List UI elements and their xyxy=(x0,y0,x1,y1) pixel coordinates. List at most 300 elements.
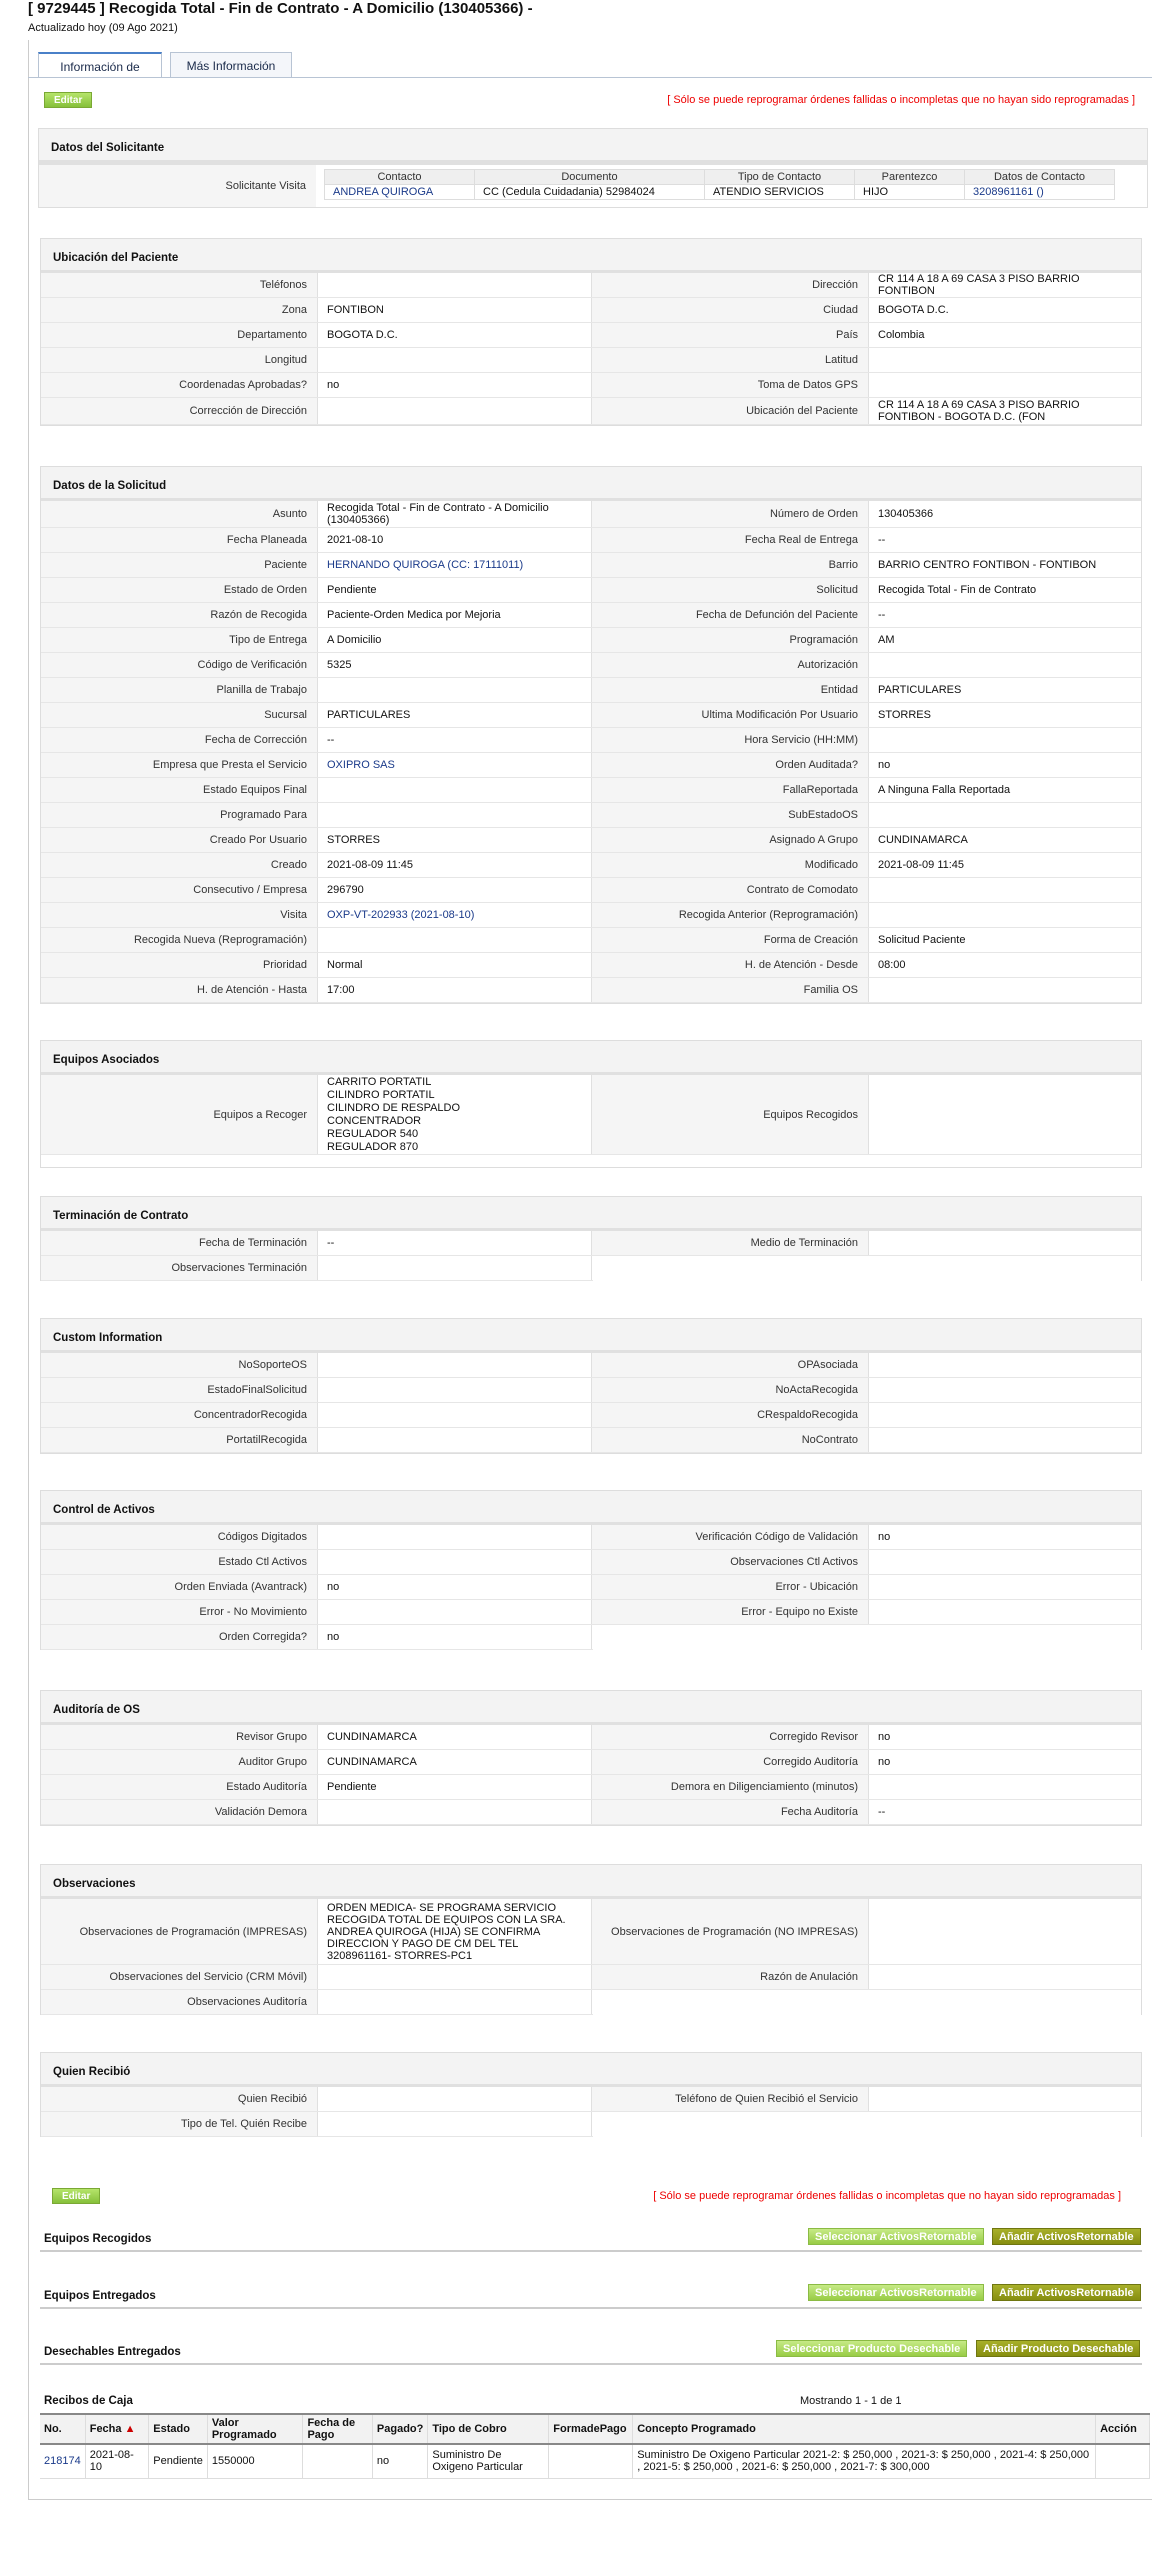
field-row xyxy=(41,348,1141,373)
cell-concepto-programado: Suministro De Oxigeno Particular 2021-2: $ 250,000 , 2021-3: $ 250,000 , 2021-4: $ 250,000 , 2021-5: $ 250,000 , 2021-6: $ 250,000 , 2021-7: $ 300,000 xyxy=(633,2444,1096,2478)
page-title: [ 9729445 ] Recogida Total - Fin de Contrato - A Domicilio (130405366) - xyxy=(28,0,533,17)
field-row xyxy=(41,1378,1141,1403)
label-fallareportada: FallaReportada xyxy=(592,778,869,802)
cell-tipo-de-cobro: Suministro De Oxigeno Particular xyxy=(428,2444,549,2478)
col-label: Fecha de Pago xyxy=(307,2417,356,2441)
label-h-de-atencion-hasta: H. de Atención - Hasta xyxy=(41,978,318,1002)
label-revisor-grupo: Revisor Grupo xyxy=(41,1725,318,1749)
equipos-entregados-heading: Equipos Entregados xyxy=(44,2290,156,2302)
field-row xyxy=(41,273,1141,298)
solicitante-cell-tipo-de-contacto: ATENDIO SERVICIOS xyxy=(705,185,855,200)
label-fecha-real-de-entrega: Fecha Real de Entrega xyxy=(592,528,869,552)
label-pais: País xyxy=(592,323,869,347)
reprogram-warning: [ Sólo se puede reprogramar órdenes fallidas o incompletas que no hayan sido reprogramadas ] xyxy=(667,94,1135,106)
col-label: Pagado? xyxy=(376,2423,424,2435)
field-row xyxy=(41,1550,1141,1575)
value-quien-recibio xyxy=(318,2087,592,2111)
equipo-item: REGULADOR 540 xyxy=(327,1127,419,1140)
value-codigo-de-verificacion: 5325 xyxy=(318,653,592,677)
value-ultima-modificacion-por-usuario: STORRES xyxy=(878,709,931,721)
label-correccion-de-direccion: Corrección de Dirección xyxy=(41,398,318,424)
recibos-count: Mostrando 1 - 1 de 1 xyxy=(800,2395,902,2407)
label-asignado-a-grupo: Asignado A Grupo xyxy=(592,828,869,852)
value-visita[interactable]: OXP-VT-202933 (2021-08-10) xyxy=(318,903,592,927)
col-label: Valor Programado xyxy=(211,2417,277,2441)
value-telefono-de-quien-recibio-el-servicio xyxy=(869,2087,1141,2111)
value-revisor-grupo: CUNDINAMARCA xyxy=(318,1725,592,1749)
label-contrato-de-comodato: Contrato de Comodato xyxy=(592,878,869,902)
value-solicitud: Recogida Total - Fin de Contrato xyxy=(878,584,1037,596)
value-corregido-auditoria: no xyxy=(878,1756,891,1768)
value-programado-para xyxy=(318,803,592,827)
label-zona: Zona xyxy=(41,298,318,322)
label-paciente: Paciente xyxy=(41,553,318,577)
value-observaciones-de-programacion-impresas: ORDEN MEDICA- SE PROGRAMA SERVICIO RECOGIDA TOTAL DE EQUIPOS CON LA SRA. ANDREA QUIROGA (HIJA) SE CONFIRMA DIRECCION Y PAGO DE CM DEL TEL 3208961161- STORRES-PC1 xyxy=(318,1899,592,1964)
value-corregido-revisor: no xyxy=(878,1731,891,1743)
equipos-recoger-list xyxy=(318,1075,592,1154)
col-no xyxy=(40,2414,85,2444)
divider xyxy=(40,2250,1142,2252)
label-observaciones-auditoria: Observaciones Auditoría xyxy=(41,1990,318,2014)
value-auditor-grupo: CUNDINAMARCA xyxy=(318,1750,592,1774)
cell-pagado: no xyxy=(372,2444,427,2478)
equipo-item: REGULADOR 870 xyxy=(327,1140,419,1153)
value-programacion: AM xyxy=(878,634,895,646)
label-toma-de-datos-gps: Toma de Datos GPS xyxy=(592,373,869,397)
tab-mas-informacion[interactable]: Más Información xyxy=(170,52,292,78)
value-paciente[interactable]: HERNANDO QUIROGA (CC: 17111011) xyxy=(318,553,592,577)
label-portatilrecogida: PortatilRecogida xyxy=(41,1428,318,1452)
solicitante-cell-datos-de-contacto[interactable]: 3208961161 () xyxy=(965,185,1115,200)
value-orden-corregida: no xyxy=(318,1625,592,1649)
label-validacion-demora: Validación Demora xyxy=(41,1800,318,1824)
field-row xyxy=(41,398,1141,425)
select-activos-button[interactable]: Seleccionar ActivosRetornable xyxy=(808,2228,984,2245)
label-estado-auditoria: Estado Auditoría xyxy=(41,1775,318,1799)
field-row xyxy=(41,2112,593,2137)
field-row xyxy=(41,903,1141,928)
value-estado-equipos-final xyxy=(318,778,592,802)
label-modificado: Modificado xyxy=(592,853,869,877)
sort-asc-icon[interactable]: ▲ xyxy=(121,2423,136,2435)
label-direccion: Dirección xyxy=(592,273,869,297)
value-codigos-digitados xyxy=(318,1525,592,1549)
value-nosoporteos xyxy=(318,1353,592,1377)
col-label: Tipo de Cobro xyxy=(432,2423,507,2435)
value-asignado-a-grupo: CUNDINAMARCA xyxy=(878,834,968,846)
label-entidad: Entidad xyxy=(592,678,869,702)
terminacion-title: Terminación de Contrato xyxy=(41,1197,1141,1231)
recibio-panel xyxy=(40,2052,1142,2137)
label-telefono-de-quien-recibio-el-servicio: Teléfono de Quien Recibió el Servicio xyxy=(592,2087,869,2111)
value-pais: Colombia xyxy=(878,329,925,341)
ubicacion-title: Ubicación del Paciente xyxy=(41,239,1141,273)
label-fecha-planeada: Fecha Planeada xyxy=(41,528,318,552)
solicitante-col-datos-de-contacto: Datos de Contacto xyxy=(965,170,1115,185)
label-consecutivo-empresa: Consecutivo / Empresa xyxy=(41,878,318,902)
value-concentradorrecogida xyxy=(318,1403,592,1427)
field-row xyxy=(41,1800,1141,1825)
updated-text: Actualizado hoy (09 Ago 2021) xyxy=(28,22,178,34)
label-estado-de-orden: Estado de Orden xyxy=(41,578,318,602)
field-row xyxy=(41,728,1141,753)
value-coordenadas-aprobadas: no xyxy=(318,373,592,397)
field-row xyxy=(41,878,1141,903)
field-row xyxy=(41,578,1141,603)
col-tipo-de-cobro xyxy=(428,2414,549,2444)
label-telefonos: Teléfonos xyxy=(41,273,318,297)
solicitante-cell-contacto: ANDREA QUIROGA xyxy=(325,185,475,200)
col-accion xyxy=(1096,2414,1150,2444)
value-creado: 2021-08-09 11:45 xyxy=(318,853,592,877)
terminacion-panel xyxy=(40,1196,1142,1281)
equipo-item: CILINDRO PORTATIL xyxy=(327,1088,435,1101)
value-verificacion-codigo-de-validacion: no xyxy=(878,1531,891,1543)
label-programado-para: Programado Para xyxy=(41,803,318,827)
col-pagado xyxy=(372,2414,427,2444)
label-orden-corregida: Orden Corregida? xyxy=(41,1625,318,1649)
value-estado-auditoria: Pendiente xyxy=(318,1775,592,1799)
value-recogida-anterior-reprogramacion xyxy=(869,903,1141,927)
solicitante-label: Solicitante Visita xyxy=(39,165,316,207)
equipo-item: CILINDRO DE RESPALDO xyxy=(327,1101,461,1114)
field-row xyxy=(41,298,1141,323)
value-observaciones-de-programacion-no-impresas xyxy=(869,1899,1141,1964)
field-row xyxy=(41,1750,1141,1775)
label-noactarecogida: NoActaRecogida xyxy=(592,1378,869,1402)
field-row xyxy=(41,628,1141,653)
value-fallareportada: A Ninguna Falla Reportada xyxy=(878,784,1011,796)
field-row xyxy=(41,653,1141,678)
label-auditor-grupo: Auditor Grupo xyxy=(41,1750,318,1774)
solicitante-title: Datos del Solicitante xyxy=(39,129,1147,165)
value-estado-ctl-activos xyxy=(318,1550,592,1574)
equipo-item: CONCENTRADOR xyxy=(327,1114,422,1127)
value-direccion: CR 114 A 18 A 69 CASA 3 PISO BARRIO FONTIBON xyxy=(878,273,1080,297)
field-row xyxy=(41,828,1141,853)
value-observaciones-ctl-activos xyxy=(869,1550,1141,1574)
value-recogida-nueva-reprogramacion xyxy=(318,928,592,952)
field-row xyxy=(41,2087,1141,2112)
col-valor-programado xyxy=(207,2414,303,2444)
tab-informacion[interactable]: Información de xyxy=(38,52,162,78)
label-numero-de-orden: Número de Orden xyxy=(592,501,869,527)
value-entidad: PARTICULARES xyxy=(878,684,962,696)
solicitante-cell-documento: CC (Cedula Cuidadania) 52984024 xyxy=(475,185,705,200)
field-row xyxy=(41,1965,1141,1990)
value-nocontrato xyxy=(869,1428,1141,1452)
value-razon-de-anulacion xyxy=(869,1965,1141,1989)
field-row xyxy=(41,853,1141,878)
solicitud-panel xyxy=(40,466,1142,1004)
col-label: Concepto Programado xyxy=(637,2423,756,2435)
field-row xyxy=(41,1775,1141,1800)
label-error-no-movimiento: Error - No Movimiento xyxy=(41,1600,318,1624)
label-verificacion-codigo-de-validacion: Verificación Código de Validación xyxy=(592,1525,869,1549)
observaciones-title: Observaciones xyxy=(41,1865,1141,1899)
value-medio-de-terminacion xyxy=(869,1231,1141,1255)
ubicacion-panel xyxy=(40,238,1142,426)
solicitante-col-documento: Documento xyxy=(475,170,705,185)
edit-button-bottom[interactable]: Editar xyxy=(52,2188,100,2204)
equipos-recogidos-value xyxy=(869,1075,1141,1154)
label-estado-ctl-activos: Estado Ctl Activos xyxy=(41,1550,318,1574)
value-crespaldorecogida xyxy=(869,1403,1141,1427)
recibos-heading: Recibos de Caja xyxy=(44,2395,133,2407)
edit-button[interactable]: Editar xyxy=(44,92,92,108)
solicitante-panel xyxy=(38,128,1148,208)
label-creado: Creado xyxy=(41,853,318,877)
label-empresa-que-presta-el-servicio: Empresa que Presta el Servicio xyxy=(41,753,318,777)
divider xyxy=(40,2307,1142,2309)
cell-accion xyxy=(1096,2444,1150,2478)
value-orden-auditada: no xyxy=(878,759,891,771)
field-row xyxy=(41,1625,593,1650)
label-ubicacion-del-paciente: Ubicación del Paciente xyxy=(592,398,869,424)
col-label: Fecha xyxy=(89,2423,122,2435)
equipos-title: Equipos Asociados xyxy=(41,1041,1141,1075)
value-hora-servicio-hh-mm xyxy=(869,728,1141,752)
activos-panel xyxy=(40,1490,1142,1650)
field-row xyxy=(41,1600,1141,1625)
value-subestadoos xyxy=(869,803,1141,827)
col-fecha[interactable] xyxy=(85,2414,149,2444)
label-planilla-de-trabajo: Planilla de Trabajo xyxy=(41,678,318,702)
field-row xyxy=(41,553,1141,578)
cell-valor-programado: 1550000 xyxy=(207,2444,303,2478)
value-prioridad: Normal xyxy=(318,953,592,977)
label-h-de-atencion-desde: H. de Atención - Desde xyxy=(592,953,869,977)
label-concentradorrecogida: ConcentradorRecogida xyxy=(41,1403,318,1427)
value-zona: FONTIBON xyxy=(318,298,592,322)
label-fecha-auditoria: Fecha Auditoría xyxy=(592,1800,869,1824)
field-row xyxy=(41,1353,1141,1378)
add-activos-entregados-button[interactable]: Añadir ActivosRetornable xyxy=(992,2284,1141,2301)
value-estado-de-orden: Pendiente xyxy=(318,578,592,602)
label-observaciones-de-programacion-impresas: Observaciones de Programación (IMPRESAS) xyxy=(41,1899,318,1964)
value-fecha-planeada: 2021-08-10 xyxy=(318,528,592,552)
col-fecha-de-pago xyxy=(303,2414,372,2444)
value-fecha-de-terminacion: -- xyxy=(318,1231,592,1255)
label-longitud: Longitud xyxy=(41,348,318,372)
value-numero-de-orden: 130405366 xyxy=(878,508,934,520)
cell-no[interactable]: 218174 xyxy=(40,2444,85,2478)
value-noactarecogida xyxy=(869,1378,1141,1402)
auditoria-title: Auditoría de OS xyxy=(41,1691,1141,1725)
label-coordenadas-aprobadas: Coordenadas Aprobadas? xyxy=(41,373,318,397)
label-observaciones-ctl-activos: Observaciones Ctl Activos xyxy=(592,1550,869,1574)
value-barrio: BARRIO CENTRO FONTIBON - FONTIBON xyxy=(878,559,1097,571)
value-orden-enviada-avantrack: no xyxy=(318,1575,592,1599)
equipos-recoger-label: Equipos a Recoger xyxy=(41,1075,318,1154)
value-correccion-de-direccion xyxy=(318,398,592,424)
col-label: Estado xyxy=(153,2423,190,2435)
cell-fecha: 2021-08-10 xyxy=(85,2444,149,2478)
field-row xyxy=(41,323,1141,348)
value-toma-de-datos-gps xyxy=(869,373,1141,397)
value-ciudad: BOGOTA D.C. xyxy=(878,304,949,316)
value-asunto: Recogida Total - Fin de Contrato - A Domicilio (130405366) xyxy=(318,501,592,527)
cell-fecha-de-pago xyxy=(303,2444,372,2478)
label-medio-de-terminacion: Medio de Terminación xyxy=(592,1231,869,1255)
add-activos-button[interactable]: Añadir ActivosRetornable xyxy=(992,2228,1141,2245)
custom-panel xyxy=(40,1318,1142,1454)
value-modificado: 2021-08-09 11:45 xyxy=(878,859,965,871)
label-familia-os: Familia OS xyxy=(592,978,869,1002)
label-solicitud: Solicitud xyxy=(592,578,869,602)
field-row xyxy=(41,1256,593,1281)
field-row xyxy=(41,778,1141,803)
label-codigos-digitados: Códigos Digitados xyxy=(41,1525,318,1549)
label-corregido-auditoria: Corregido Auditoría xyxy=(592,1750,869,1774)
value-familia-os xyxy=(869,978,1141,1002)
col-label: FormadePago xyxy=(553,2423,627,2435)
label-error-equipo-no-existe: Error - Equipo no Existe xyxy=(592,1600,869,1624)
value-empresa-que-presta-el-servicio[interactable]: OXIPRO SAS xyxy=(318,753,592,777)
auditoria-panel xyxy=(40,1690,1142,1826)
value-validacion-demora xyxy=(318,1800,592,1824)
solicitud-title: Datos de la Solicitud xyxy=(41,467,1141,501)
label-recogida-nueva-reprogramacion: Recogida Nueva (Reprogramación) xyxy=(41,928,318,952)
observaciones-panel xyxy=(40,1864,1142,2015)
field-row xyxy=(41,1231,1141,1256)
value-longitud xyxy=(318,348,592,372)
value-estadofinalsolicitud xyxy=(318,1378,592,1402)
field-row xyxy=(41,1403,1141,1428)
solicitante-col-parentezco: Parentezco xyxy=(855,170,965,185)
label-fecha-de-correccion: Fecha de Corrección xyxy=(41,728,318,752)
value-autorizacion xyxy=(869,653,1141,677)
field-row xyxy=(41,1525,1141,1550)
value-tipo-de-entrega: A Domicilio xyxy=(318,628,592,652)
value-ubicacion-del-paciente: CR 114 A 18 A 69 CASA 3 PISO BARRIO FONTIBON - BOGOTA D.C. (FON xyxy=(878,399,1080,423)
value-fecha-auditoria: -- xyxy=(878,1806,886,1818)
value-latitud xyxy=(869,348,1141,372)
label-orden-enviada-avantrack: Orden Enviada (Avantrack) xyxy=(41,1575,318,1599)
tab-divider xyxy=(28,77,1152,78)
value-creado-por-usuario: STORRES xyxy=(318,828,592,852)
field-row xyxy=(41,953,1141,978)
field-row xyxy=(41,1725,1141,1750)
value-portatilrecogida xyxy=(318,1428,592,1452)
field-row xyxy=(41,373,1141,398)
equipos-recogidos-label: Equipos Recogidos xyxy=(592,1075,869,1154)
equipo-item: CARRITO PORTATIL xyxy=(327,1075,432,1088)
label-sucursal: Sucursal xyxy=(41,703,318,727)
label-recogida-anterior-reprogramacion: Recogida Anterior (Reprogramación) xyxy=(592,903,869,927)
label-asunto: Asunto xyxy=(41,501,318,527)
label-observaciones-de-programacion-no-impresas: Observaciones de Programación (NO IMPRESAS) xyxy=(592,1899,869,1964)
field-row xyxy=(41,1990,593,2015)
value-fecha-de-correccion: -- xyxy=(318,728,592,752)
field-row xyxy=(41,753,1141,778)
recibio-title: Quien Recibió xyxy=(41,2053,1141,2087)
label-razon-de-anulacion: Razón de Anulación xyxy=(592,1965,869,1989)
value-contrato-de-comodato xyxy=(869,878,1141,902)
field-row xyxy=(41,1575,1141,1600)
value-fecha-real-de-entrega: -- xyxy=(878,534,886,546)
solicitante-col-tipo-de-contacto: Tipo de Contacto xyxy=(705,170,855,185)
field-row xyxy=(41,1428,1141,1453)
field-row xyxy=(41,603,1141,628)
value-forma-de-creacion: Solicitud Paciente xyxy=(878,934,966,946)
col-concepto-programado xyxy=(633,2414,1096,2444)
col-label: No. xyxy=(44,2423,62,2435)
equipos-panel xyxy=(40,1040,1142,1168)
select-activos-entregados-button[interactable]: Seleccionar ActivosRetornable xyxy=(808,2284,984,2301)
value-error-no-movimiento xyxy=(318,1600,592,1624)
equipos-recogidos-heading: Equipos Recogidos xyxy=(44,2233,152,2245)
select-desechable-button[interactable]: Seleccionar Producto Desechable xyxy=(776,2340,967,2357)
field-row xyxy=(41,501,1141,528)
value-h-de-atencion-desde: 08:00 xyxy=(878,959,906,971)
field-row xyxy=(41,703,1141,728)
label-orden-auditada: Orden Auditada? xyxy=(592,753,869,777)
label-prioridad: Prioridad xyxy=(41,953,318,977)
value-consecutivo-empresa: 296790 xyxy=(318,878,592,902)
label-fecha-de-defuncion-del-paciente: Fecha de Defunción del Paciente xyxy=(592,603,869,627)
label-error-ubicacion: Error - Ubicación xyxy=(592,1575,869,1599)
value-h-de-atencion-hasta: 17:00 xyxy=(318,978,592,1002)
label-tipo-de-tel-quien-recibe: Tipo de Tel. Quién Recibe xyxy=(41,2112,318,2136)
value-fecha-de-defuncion-del-paciente: -- xyxy=(878,609,886,621)
solicitante-cell-parentezco: HIJO xyxy=(855,185,965,200)
label-autorizacion: Autorización xyxy=(592,653,869,677)
label-codigo-de-verificacion: Código de Verificación xyxy=(41,653,318,677)
value-telefonos xyxy=(318,273,592,297)
label-programacion: Programación xyxy=(592,628,869,652)
value-departamento: BOGOTA D.C. xyxy=(318,323,592,347)
label-forma-de-creacion: Forma de Creación xyxy=(592,928,869,952)
label-fecha-de-terminacion: Fecha de Terminación xyxy=(41,1231,318,1255)
custom-title: Custom Information xyxy=(41,1319,1141,1353)
label-crespaldorecogida: CRespaldoRecogida xyxy=(592,1403,869,1427)
field-row xyxy=(41,928,1141,953)
label-razon-de-recogida: Razón de Recogida xyxy=(41,603,318,627)
field-row xyxy=(41,803,1141,828)
cell-formadepago xyxy=(549,2444,633,2478)
value-tipo-de-tel-quien-recibe xyxy=(318,2112,592,2136)
label-latitud: Latitud xyxy=(592,348,869,372)
value-sucursal: PARTICULARES xyxy=(318,703,592,727)
value-observaciones-del-servicio-crm-movil xyxy=(318,1965,592,1989)
solicitante-col-contacto: Contacto xyxy=(325,170,475,185)
col-label: Acción xyxy=(1100,2423,1137,2435)
label-nosoporteos: NoSoporteOS xyxy=(41,1353,318,1377)
label-quien-recibio: Quien Recibió xyxy=(41,2087,318,2111)
label-creado-por-usuario: Creado Por Usuario xyxy=(41,828,318,852)
divider xyxy=(40,2363,1142,2365)
label-estadofinalsolicitud: EstadoFinalSolicitud xyxy=(41,1378,318,1402)
value-razon-de-recogida: Paciente-Orden Medica por Mejoria xyxy=(318,603,592,627)
label-observaciones-terminacion: Observaciones Terminación xyxy=(41,1256,318,1280)
cell-estado: Pendiente xyxy=(149,2444,208,2478)
add-desechable-button[interactable]: Añadir Producto Desechable xyxy=(976,2340,1140,2357)
label-nocontrato: NoContrato xyxy=(592,1428,869,1452)
label-demora-en-diligenciamiento-minutos: Demora en Diligenciamiento (minutos) xyxy=(592,1775,869,1799)
desechables-heading: Desechables Entregados xyxy=(44,2346,181,2358)
col-estado xyxy=(149,2414,208,2444)
label-corregido-revisor: Corregido Revisor xyxy=(592,1725,869,1749)
field-row xyxy=(41,1899,1141,1965)
field-row xyxy=(41,528,1141,553)
value-error-equipo-no-existe xyxy=(869,1600,1141,1624)
label-departamento: Departamento xyxy=(41,323,318,347)
field-row xyxy=(41,978,1141,1003)
value-opasociada xyxy=(869,1353,1141,1377)
label-hora-servicio-hh-mm: Hora Servicio (HH:MM) xyxy=(592,728,869,752)
reprogram-warning-bottom: [ Sólo se puede reprogramar órdenes fallidas o incompletas que no hayan sido reprogramadas ] xyxy=(653,2190,1121,2202)
